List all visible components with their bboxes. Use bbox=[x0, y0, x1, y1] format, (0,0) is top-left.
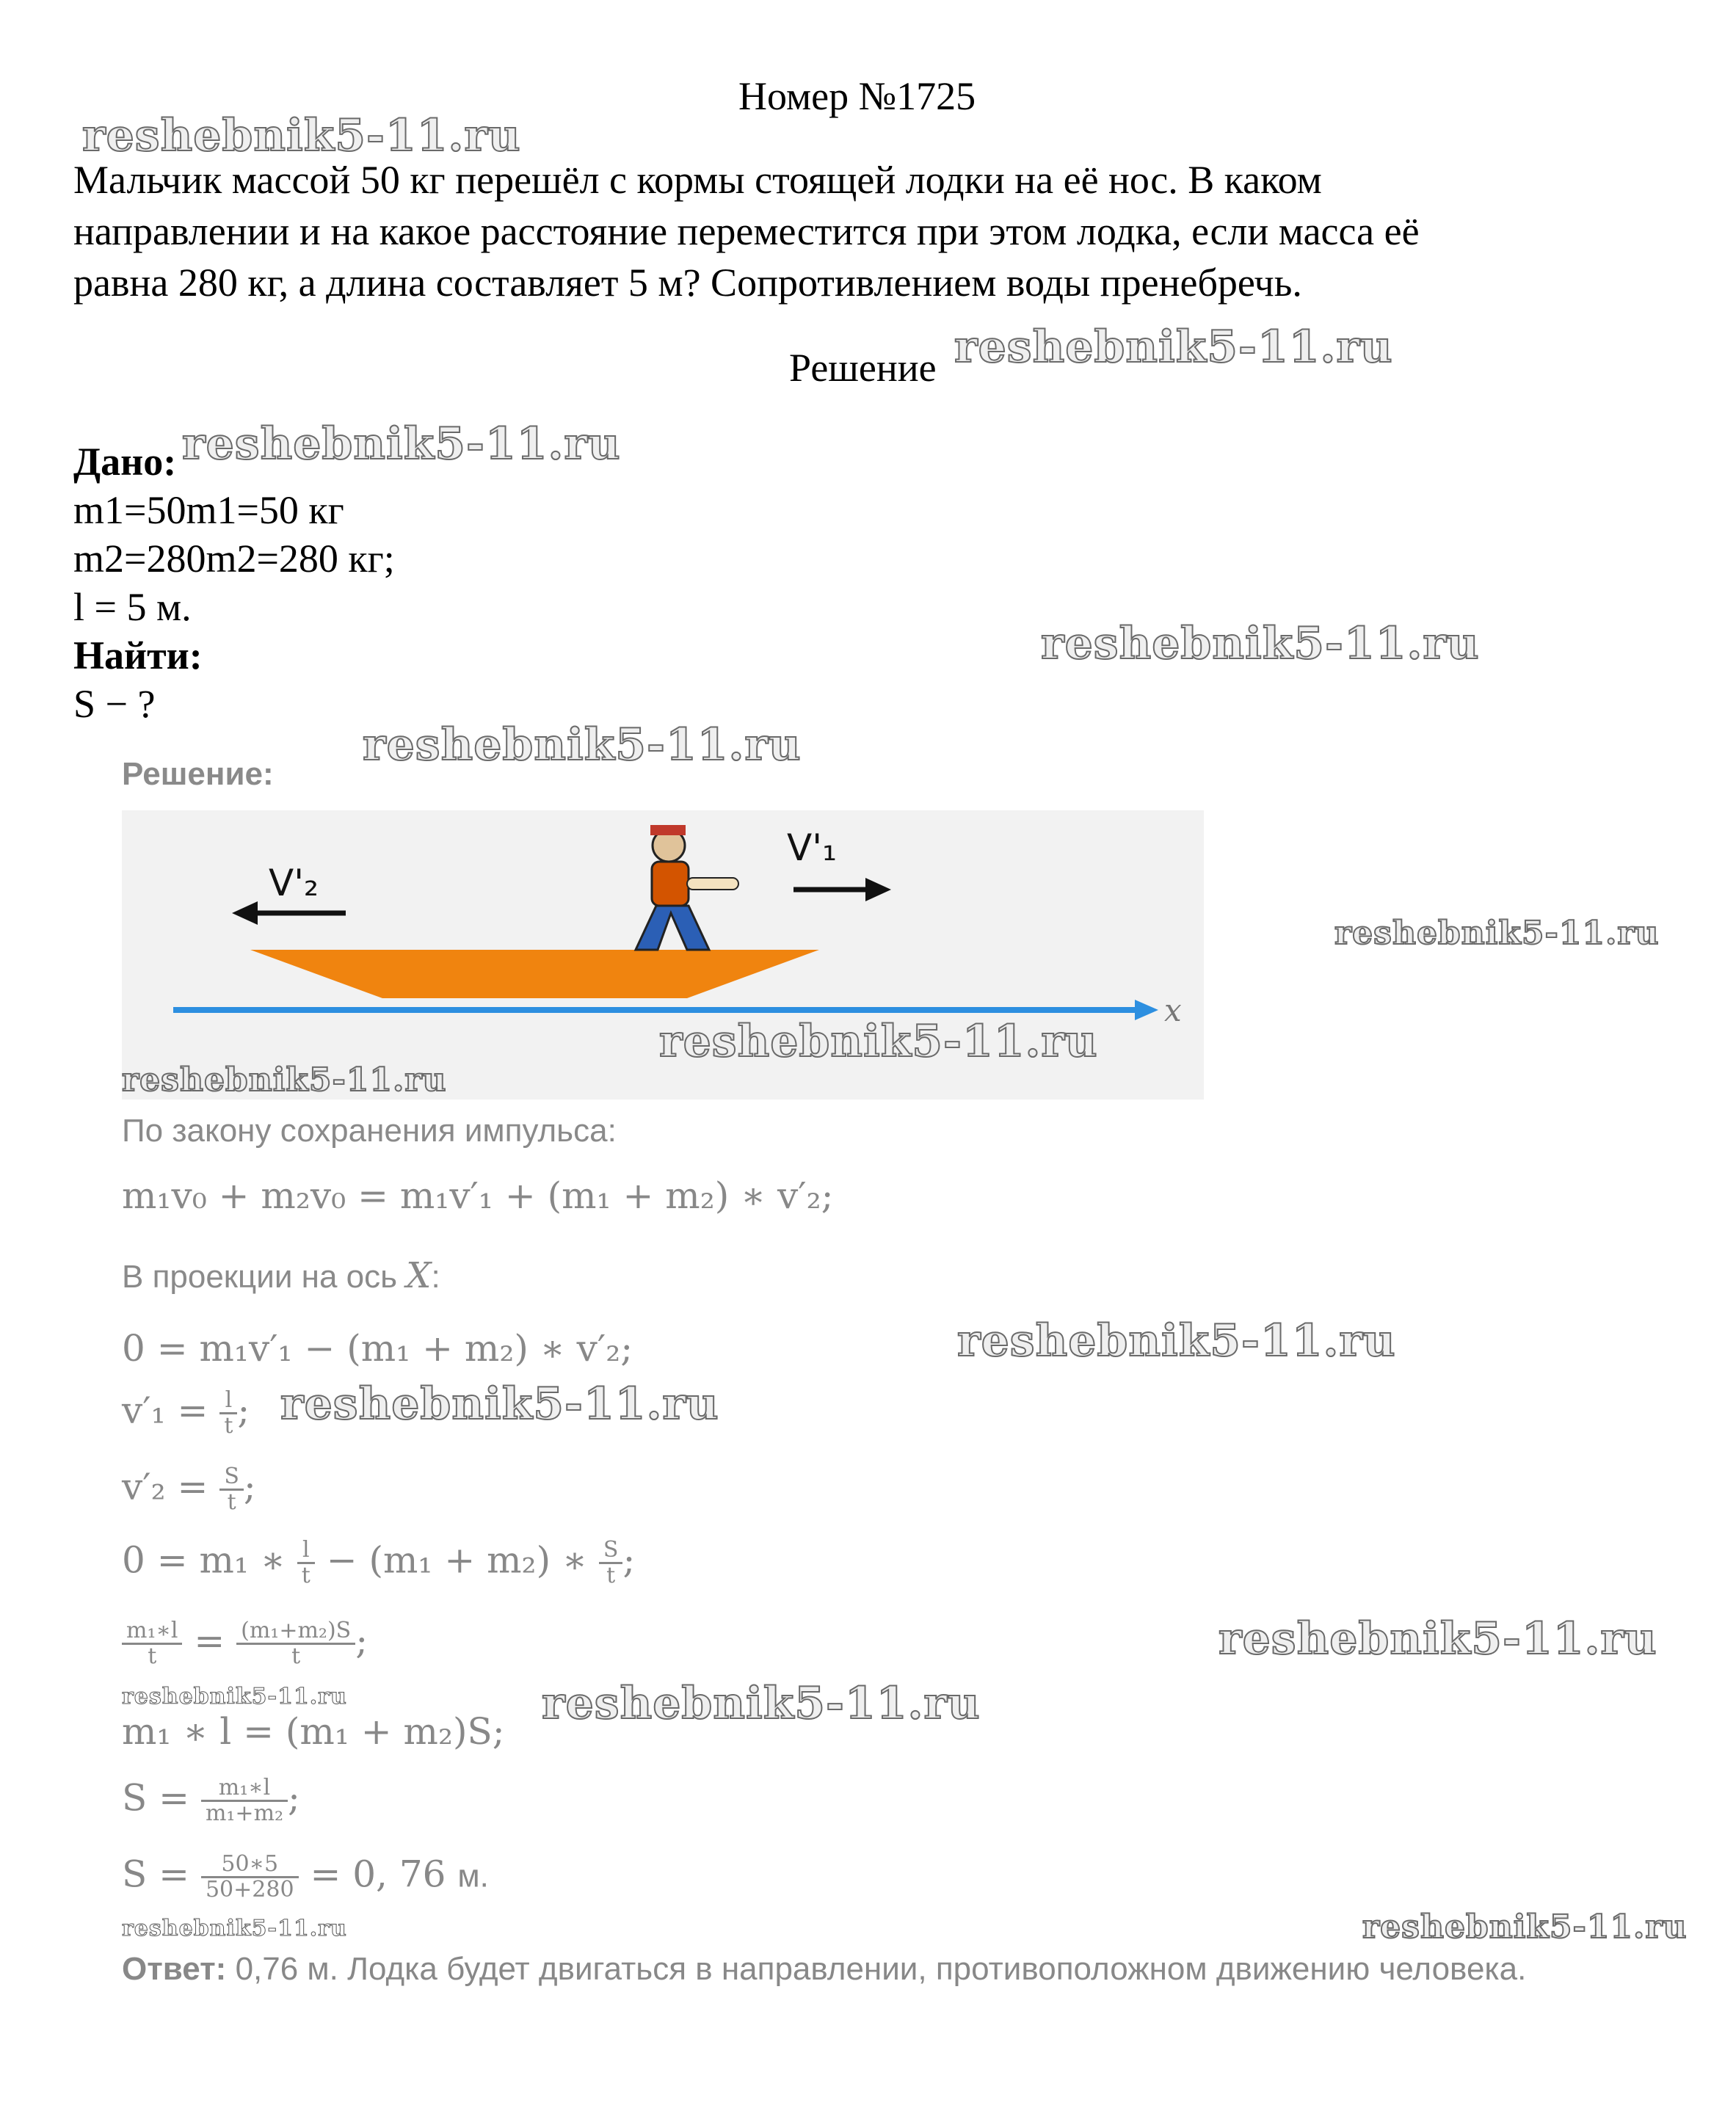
problem-line: Мальчик массой 50 кг перешёл с кормы стоящей лодки на её нос. В каком bbox=[73, 158, 1322, 202]
equation-simplified: m₁ ∗ l = (m₁ + m₂)S; bbox=[122, 1710, 505, 1753]
numerator: l bbox=[219, 1389, 237, 1414]
eq-part: = 0, 76 bbox=[310, 1853, 446, 1896]
v2-arrowhead bbox=[232, 901, 258, 925]
denominator: t bbox=[291, 1643, 301, 1669]
equation-momentum: m₁v₀ + m₂v₀ = m₁v′₁ + (m₁ + m₂) ∗ v′₂; bbox=[122, 1174, 834, 1217]
numerator: 50∗5 bbox=[201, 1853, 299, 1878]
numerator: m₁∗l bbox=[201, 1776, 288, 1802]
page-title: Номер №1725 bbox=[738, 74, 976, 118]
watermark: reshebnik5-11.ru bbox=[1362, 1908, 1688, 1946]
denominator: t bbox=[606, 1563, 616, 1588]
watermark: reshebnik5-11.ru bbox=[659, 1016, 1098, 1067]
watermark: reshebnik5-11.ru bbox=[1041, 618, 1480, 669]
numerator: (m₁+m₂)S bbox=[236, 1619, 355, 1645]
denominator: t bbox=[301, 1563, 310, 1588]
given-length: l = 5 м. bbox=[73, 585, 192, 629]
numerator: S bbox=[599, 1538, 623, 1564]
problem-line: направлении и на какое расстояние переместится при этом лодка, если масса её bbox=[73, 209, 1420, 253]
fraction bbox=[219, 1389, 237, 1438]
find-heading: Найти: bbox=[73, 633, 203, 677]
problem-statement bbox=[73, 154, 1674, 308]
fraction bbox=[297, 1538, 315, 1588]
watermark: reshebnik5-11.ru bbox=[363, 719, 802, 771]
watermark: reshebnik5-11.ru bbox=[280, 1378, 719, 1430]
equation-projection: 0 = m₁v′₁ − (m₁ + m₂) ∗ v′₂; bbox=[122, 1327, 633, 1370]
watermark: reshebnik5-11.ru bbox=[122, 1684, 347, 1709]
watermark: reshebnik5-11.ru bbox=[122, 1916, 347, 1941]
fraction bbox=[599, 1538, 623, 1588]
eq-part: − (m₁ + m₂) ∗ bbox=[326, 1538, 587, 1582]
watermark: reshebnik5-11.ru bbox=[1219, 1613, 1657, 1665]
denominator: 50+280 bbox=[205, 1877, 294, 1902]
scan-solution-heading: Решение: bbox=[122, 756, 274, 792]
eq-part: S = bbox=[122, 1776, 190, 1820]
numerator: S bbox=[219, 1465, 244, 1491]
answer-line bbox=[122, 1951, 1526, 1988]
eq-unit: м. bbox=[457, 1858, 489, 1894]
equation-s-formula: S = $\frac{\text{m₁∗l}}{\text{m₁+m₂}}$ ; bbox=[122, 1775, 300, 1826]
equation-v2: v′₂ = $\frac{S}{t}$ ; bbox=[122, 1464, 256, 1515]
problem-line: равна 280 кг, а длина составляет 5 м? Сопротивлением воды пренебречь. bbox=[73, 261, 1302, 305]
numerator: m₁∗l bbox=[122, 1619, 182, 1645]
watermark: reshebnik5-11.ru bbox=[122, 1061, 447, 1099]
denominator: t bbox=[227, 1489, 236, 1515]
watermark: reshebnik5-11.ru bbox=[82, 110, 521, 161]
numerator: l bbox=[297, 1538, 315, 1564]
equation-ratio: $\frac{\text{m₁∗l}}{t}$ = $\frac{\text{(m₁+m₂)S}}{t}$ ; bbox=[122, 1619, 368, 1668]
given-heading: Дано: bbox=[73, 440, 177, 484]
projection-axis: X bbox=[406, 1255, 432, 1296]
solution-heading: Решение bbox=[789, 346, 937, 390]
denominator: t bbox=[148, 1643, 157, 1669]
fraction bbox=[122, 1619, 182, 1668]
find-value: S − ? bbox=[73, 682, 156, 726]
equation-v1: v′₁ = $\frac{l}{t}$ ; bbox=[122, 1387, 250, 1439]
x-axis-arrowhead bbox=[1135, 1000, 1158, 1020]
denominator: m₁+m₂ bbox=[205, 1800, 284, 1826]
boy-figure bbox=[636, 825, 738, 950]
answer-label: Ответ: bbox=[122, 1951, 227, 1987]
fraction bbox=[219, 1465, 244, 1514]
eq-v1-lhs: v′₁ = bbox=[122, 1389, 208, 1432]
watermark: reshebnik5-11.ru bbox=[957, 1315, 1396, 1367]
fraction bbox=[201, 1853, 299, 1902]
fraction bbox=[201, 1776, 288, 1825]
equation-substituted: 0 = m₁ ∗ $\frac{l}{t}$ − (m₁ + m₂) ∗ $\frac{S}{t}$ ; bbox=[122, 1537, 636, 1588]
denominator: t bbox=[224, 1413, 233, 1439]
eq-part: 0 = m₁ ∗ bbox=[122, 1538, 286, 1582]
projection-colon: : bbox=[431, 1259, 440, 1295]
given-m1: m1=50m1=50 кг bbox=[73, 488, 344, 532]
eq-part: S = bbox=[122, 1853, 190, 1896]
v2-label: V'₂ bbox=[269, 862, 319, 904]
given-m2: m2=280m2=280 кг; bbox=[73, 537, 395, 581]
watermark: reshebnik5-11.ru bbox=[542, 1678, 981, 1729]
x-axis-label: x bbox=[1164, 992, 1182, 1028]
equation-s-value bbox=[122, 1853, 489, 1902]
answer-text: 0,76 м. Лодка будет двигаться в направлении, противоположном движению человека. bbox=[226, 1951, 1527, 1987]
v1-arrowhead bbox=[865, 878, 891, 901]
projection-label: В проекции на ось bbox=[122, 1259, 398, 1295]
fraction bbox=[236, 1619, 355, 1668]
v1-label: V'₁ bbox=[787, 826, 837, 869]
eq-v2-lhs: v′₂ = bbox=[122, 1465, 208, 1508]
watermark: reshebnik5-11.ru bbox=[1334, 915, 1660, 952]
projection-text bbox=[122, 1255, 440, 1296]
boat-hull bbox=[250, 950, 819, 998]
watermark: reshebnik5-11.ru bbox=[954, 321, 1393, 373]
momentum-law-text: По закону сохранения импульса: bbox=[122, 1113, 617, 1149]
watermark: reshebnik5-11.ru bbox=[182, 418, 621, 470]
